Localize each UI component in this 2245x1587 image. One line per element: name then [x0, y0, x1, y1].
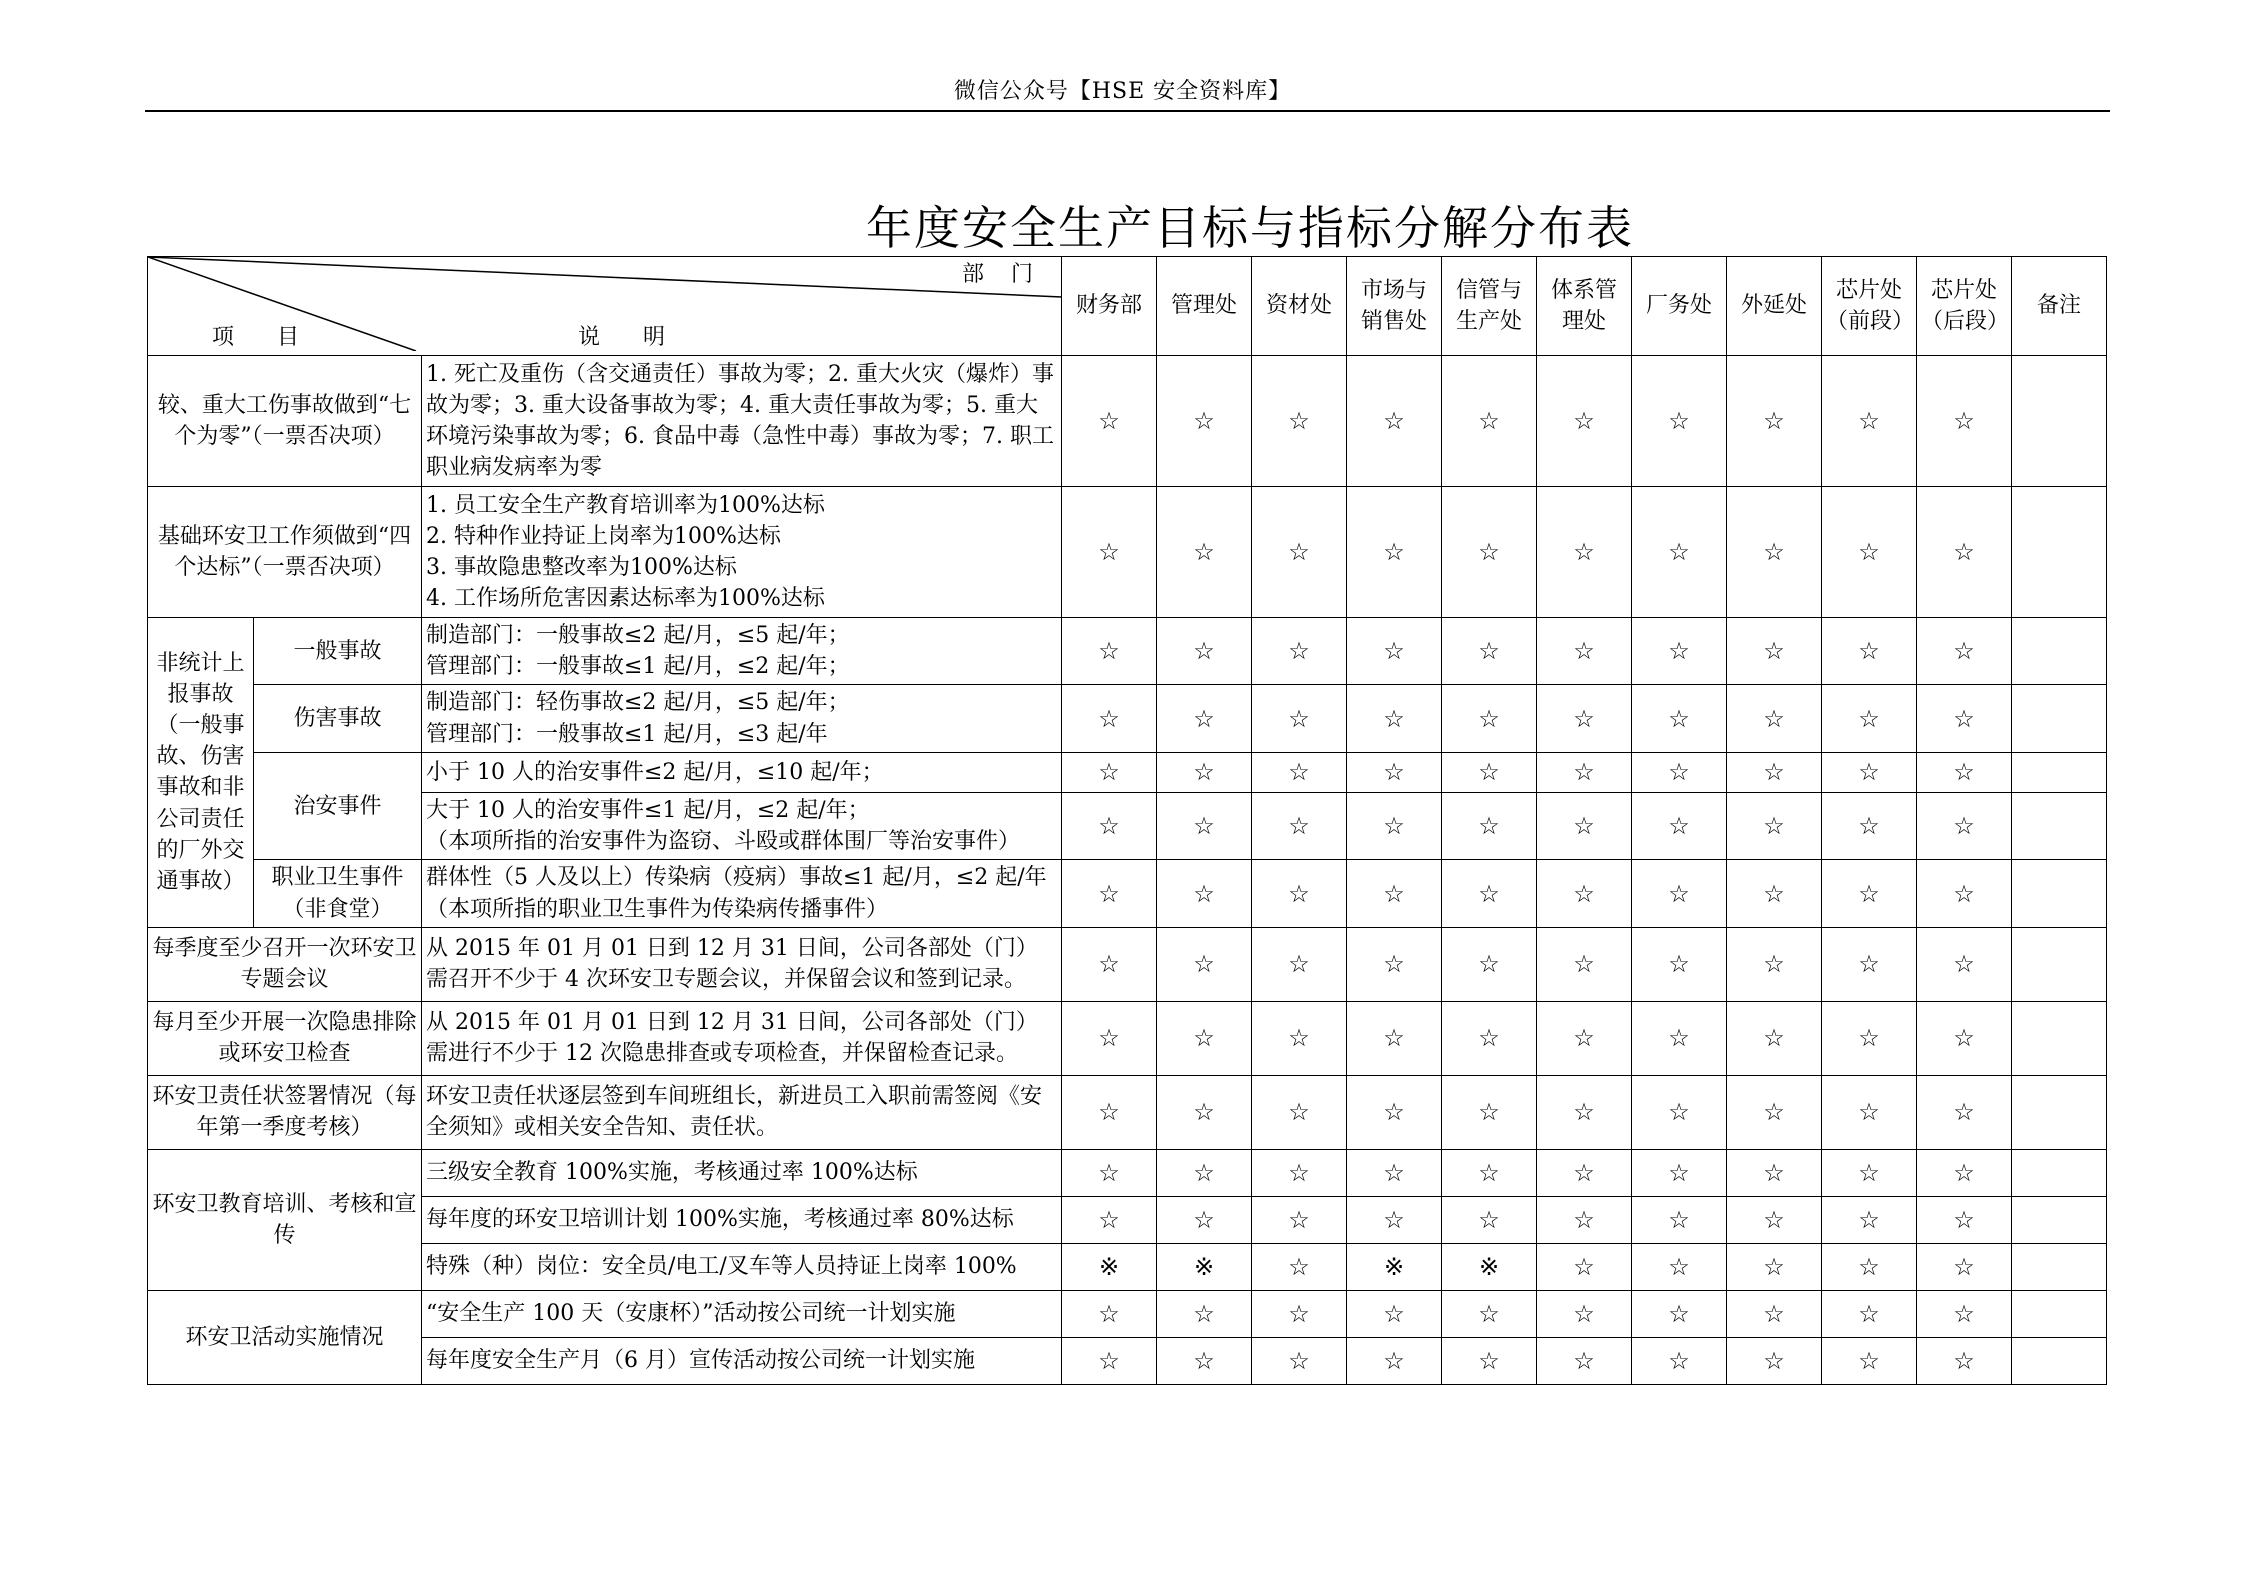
- dept-mark-cell: ☆: [1347, 487, 1442, 618]
- dept-mark-cell: ☆: [1537, 1196, 1632, 1243]
- dept-mark-cell: ☆: [1252, 860, 1347, 927]
- item-description: 小于 10 人的治安事件≤2 起/月，≤10 起/年；: [422, 752, 1062, 792]
- table-row: [148, 1196, 2107, 1243]
- dept-mark-cell: ☆: [1917, 1149, 2012, 1196]
- remark-cell: [2012, 792, 2107, 859]
- item-name: 环安卫责任状签署情况（每年第一季度考核）: [148, 1075, 422, 1149]
- corner-desc-label: 说 明: [578, 324, 683, 350]
- dept-mark-cell: ☆: [1917, 1196, 2012, 1243]
- dept-mark-cell: ☆: [1632, 356, 1727, 487]
- dept-mark-cell: ☆: [1442, 356, 1537, 487]
- remark-cell: [2012, 927, 2107, 1001]
- dept-mark-cell: ☆: [1917, 1001, 2012, 1075]
- dept-mark-cell: ☆: [1822, 1001, 1917, 1075]
- remark-cell: [2012, 356, 2107, 487]
- dept-mark-cell: ☆: [1442, 752, 1537, 792]
- table-row: [148, 487, 2107, 618]
- dept-mark-cell: ☆: [1062, 1196, 1157, 1243]
- item-description: [422, 792, 1062, 859]
- dept-mark-cell: ☆: [1347, 927, 1442, 1001]
- corner-item-label: 项 目: [212, 324, 317, 350]
- dept-mark-cell: ☆: [1537, 356, 1632, 487]
- dept-mark-cell: ☆: [1062, 1075, 1157, 1149]
- remark-cell: [2012, 1243, 2107, 1290]
- desc-line: 管理部门：一般事故≤1 起/月，≤3 起/年: [426, 721, 828, 747]
- dept-mark-cell: ☆: [1822, 1243, 1917, 1290]
- dept-mark-cell: ※: [1442, 1243, 1537, 1290]
- column-header: 芯片处（后段）: [1917, 257, 2012, 356]
- item-description: 群体性（5 人及以上）传染病（疫病）事故≤1 起/月，≤2 起/年（本项所指的职业卫生事件为传染病传播事件）: [422, 860, 1062, 927]
- dept-mark-cell: ☆: [1062, 356, 1157, 487]
- item-name: 每季度至少召开一次环安卫专题会议: [148, 927, 422, 1001]
- desc-line: 3. 事故隐患整改率为100%达标: [426, 555, 737, 580]
- dept-mark-cell: ☆: [1062, 860, 1157, 927]
- remark-cell: [2012, 752, 2107, 792]
- dept-mark-cell: ☆: [1632, 618, 1727, 685]
- dept-mark-cell: ☆: [1347, 618, 1442, 685]
- dept-mark-cell: ☆: [1157, 1075, 1252, 1149]
- dept-mark-cell: ☆: [1442, 487, 1537, 618]
- dept-mark-cell: ☆: [1442, 792, 1537, 859]
- dept-mark-cell: ☆: [1442, 1001, 1537, 1075]
- table-row: [148, 1290, 2107, 1337]
- dept-mark-cell: ☆: [1347, 685, 1442, 752]
- table-row: [148, 1149, 2107, 1196]
- table-header-row: [148, 257, 2107, 356]
- document-title: 年度安全生产目标与指标分解分布表: [866, 201, 1634, 255]
- dept-mark-cell: ☆: [1537, 1337, 1632, 1384]
- dept-mark-cell: ☆: [1917, 487, 2012, 618]
- corner-header-cell: [148, 257, 1062, 356]
- item-name: 非统计上报事故（一般事故、伤害事故和非公司责任的厂外交通事故）: [148, 618, 254, 928]
- desc-line: 1. 员工安全生产教育培训率为100%达标: [426, 492, 825, 518]
- dept-mark-cell: ☆: [1537, 487, 1632, 618]
- dept-mark-cell: ☆: [1632, 1337, 1727, 1384]
- dept-mark-cell: ☆: [1632, 1149, 1727, 1196]
- page-header-text: 微信公众号【HSE 安全资料库】: [953, 79, 1292, 104]
- dept-mark-cell: ☆: [1822, 356, 1917, 487]
- table-row: [148, 792, 2107, 859]
- column-header: 厂务处: [1632, 257, 1727, 356]
- dept-mark-cell: ☆: [1252, 1196, 1347, 1243]
- dept-mark-cell: ☆: [1442, 1290, 1537, 1337]
- dept-mark-cell: ☆: [1537, 1075, 1632, 1149]
- remark-cell: [2012, 685, 2107, 752]
- table-row: [148, 356, 2107, 487]
- item-description: [422, 618, 1062, 685]
- column-header: 资材处: [1252, 257, 1347, 356]
- item-description: 三级安全教育 100%实施，考核通过率 100%达标: [422, 1149, 1062, 1196]
- table-row: [148, 860, 2107, 927]
- column-header: 体系管理处: [1537, 257, 1632, 356]
- item-name: 较、重大工伤事故做到“七个为零”（一票否决项）: [148, 356, 422, 487]
- desc-line: 制造部门：一般事故≤2 起/月，≤5 起/年；: [426, 623, 850, 648]
- item-description: [422, 685, 1062, 752]
- item-name: 每月至少开展一次隐患排除或环安卫检查: [148, 1001, 422, 1075]
- dept-mark-cell: ☆: [1727, 1243, 1822, 1290]
- dept-mark-cell: ※: [1062, 1243, 1157, 1290]
- dept-mark-cell: ☆: [1157, 752, 1252, 792]
- dept-mark-cell: ☆: [1347, 1290, 1442, 1337]
- dept-mark-cell: ☆: [1727, 618, 1822, 685]
- dept-mark-cell: ☆: [1537, 860, 1632, 927]
- dept-mark-cell: ☆: [1632, 1196, 1727, 1243]
- dept-mark-cell: ☆: [1822, 792, 1917, 859]
- dept-mark-cell: ☆: [1252, 685, 1347, 752]
- dept-mark-cell: ☆: [1917, 1290, 2012, 1337]
- desc-line: 2. 特种作业持证上岗率为100%达标: [426, 523, 781, 549]
- dept-mark-cell: ☆: [1632, 487, 1727, 618]
- item-description: 每年度安全生产月（6 月）宣传活动按公司统一计划实施: [422, 1337, 1062, 1384]
- dept-mark-cell: ☆: [1252, 618, 1347, 685]
- dept-mark-cell: ☆: [1822, 1196, 1917, 1243]
- table-row: [148, 1337, 2107, 1384]
- item-description: 从 2015 年 01 月 01 日到 12 月 31 日间，公司各部处（门）需进行不少于 12 次隐患排查或专项检查，并保留检查记录。: [422, 1001, 1062, 1075]
- desc-line: 管理部门：一般事故≤1 起/月，≤2 起/年；: [426, 654, 850, 680]
- column-header: 备注: [2012, 257, 2107, 356]
- dept-mark-cell: ※: [1157, 1243, 1252, 1290]
- remark-cell: [2012, 1149, 2107, 1196]
- dept-mark-cell: ☆: [1252, 1001, 1347, 1075]
- dept-mark-cell: ☆: [1727, 927, 1822, 1001]
- dept-mark-cell: ☆: [1727, 752, 1822, 792]
- dept-mark-cell: ☆: [1062, 752, 1157, 792]
- dept-mark-cell: ☆: [1727, 356, 1822, 487]
- dept-mark-cell: ☆: [1632, 927, 1727, 1001]
- dept-mark-cell: ☆: [1157, 1337, 1252, 1384]
- dept-mark-cell: ☆: [1917, 1337, 2012, 1384]
- dept-mark-cell: ☆: [1917, 1243, 2012, 1290]
- column-header: 信管与生产处: [1442, 257, 1537, 356]
- dept-mark-cell: ☆: [1252, 1149, 1347, 1196]
- column-header: 外延处: [1727, 257, 1822, 356]
- dept-mark-cell: ☆: [1822, 1337, 1917, 1384]
- dept-mark-cell: ☆: [1917, 618, 2012, 685]
- dept-mark-cell: ☆: [1347, 860, 1442, 927]
- table-row: [148, 1243, 2107, 1290]
- remark-cell: [2012, 1075, 2107, 1149]
- dept-mark-cell: ☆: [1252, 792, 1347, 859]
- dept-mark-cell: ☆: [1822, 1075, 1917, 1149]
- dept-mark-cell: ☆: [1157, 1196, 1252, 1243]
- dept-mark-cell: ☆: [1727, 487, 1822, 618]
- dept-mark-cell: ☆: [1537, 685, 1632, 752]
- item-description: 环安卫责任状逐层签到车间班组长，新进员工入职前需签阅《安全须知》或相关安全告知、责任状。: [422, 1075, 1062, 1149]
- table-row: [148, 927, 2107, 1001]
- dept-mark-cell: ☆: [1632, 1290, 1727, 1337]
- dept-mark-cell: ☆: [1062, 1001, 1157, 1075]
- item-description: “安全生产 100 天（安康杯）”活动按公司统一计划实施: [422, 1290, 1062, 1337]
- dept-mark-cell: ☆: [1727, 1001, 1822, 1075]
- dept-mark-cell: ☆: [1442, 1337, 1537, 1384]
- item-description: 从 2015 年 01 月 01 日到 12 月 31 日间，公司各部处（门）需召开不少于 4 次环安卫专题会议，并保留会议和签到记录。: [422, 927, 1062, 1001]
- dept-mark-cell: ☆: [1537, 927, 1632, 1001]
- corner-dept-label: 部 门: [962, 262, 1043, 287]
- dept-mark-cell: ☆: [1822, 1149, 1917, 1196]
- dept-mark-cell: ☆: [1917, 356, 2012, 487]
- dept-mark-cell: ☆: [1062, 1337, 1157, 1384]
- dept-mark-cell: ☆: [1062, 792, 1157, 859]
- header-rule: [145, 110, 2110, 112]
- dept-mark-cell: ☆: [1347, 1196, 1442, 1243]
- dept-mark-cell: ☆: [1347, 1337, 1442, 1384]
- desc-line: 大于 10 人的治安事件≤1 起/月，≤2 起/年；: [426, 797, 870, 823]
- dept-mark-cell: ☆: [1062, 618, 1157, 685]
- dept-mark-cell: ☆: [1442, 860, 1537, 927]
- dept-mark-cell: ☆: [1537, 1149, 1632, 1196]
- dept-mark-cell: ☆: [1157, 356, 1252, 487]
- dept-mark-cell: ☆: [1822, 752, 1917, 792]
- dept-mark-cell: ☆: [1157, 487, 1252, 618]
- dept-mark-cell: ☆: [1347, 1075, 1442, 1149]
- dept-mark-cell: ☆: [1537, 792, 1632, 859]
- dept-mark-cell: ☆: [1347, 752, 1442, 792]
- dept-mark-cell: ☆: [1157, 927, 1252, 1001]
- item-description: 特殊（种）岗位：安全员/电工/叉车等人员持证上岗率 100%: [422, 1243, 1062, 1290]
- dept-mark-cell: ☆: [1727, 860, 1822, 927]
- dept-mark-cell: ☆: [1062, 1149, 1157, 1196]
- dept-mark-cell: ☆: [1917, 685, 2012, 752]
- dept-mark-cell: ☆: [1822, 927, 1917, 1001]
- item-name: 环安卫活动实施情况: [148, 1290, 422, 1384]
- dept-mark-cell: ☆: [1442, 1196, 1537, 1243]
- dept-mark-cell: ☆: [1347, 792, 1442, 859]
- dept-mark-cell: ☆: [1727, 1149, 1822, 1196]
- dept-mark-cell: ☆: [1822, 1290, 1917, 1337]
- item-description: 每年度的环安卫培训计划 100%实施，考核通过率 80%达标: [422, 1196, 1062, 1243]
- dept-mark-cell: ☆: [1442, 927, 1537, 1001]
- dept-mark-cell: ☆: [1062, 1290, 1157, 1337]
- sub-item-name: 职业卫生事件（非食堂）: [254, 860, 422, 927]
- dept-mark-cell: ☆: [1347, 356, 1442, 487]
- dept-mark-cell: ☆: [1917, 752, 2012, 792]
- dept-mark-cell: ☆: [1062, 685, 1157, 752]
- dept-mark-cell: ☆: [1157, 685, 1252, 752]
- dept-mark-cell: ☆: [1537, 618, 1632, 685]
- dept-mark-cell: ☆: [1822, 487, 1917, 618]
- dept-mark-cell: ☆: [1157, 1290, 1252, 1337]
- dept-mark-cell: ☆: [1727, 792, 1822, 859]
- item-description: [422, 487, 1062, 618]
- dept-mark-cell: ☆: [1727, 1075, 1822, 1149]
- remark-cell: [2012, 860, 2107, 927]
- dept-mark-cell: ☆: [1442, 1075, 1537, 1149]
- dept-mark-cell: ☆: [1157, 860, 1252, 927]
- dept-mark-cell: ☆: [1537, 1290, 1632, 1337]
- target-distribution-table: [147, 256, 2107, 1385]
- dept-mark-cell: ☆: [1157, 618, 1252, 685]
- dept-mark-cell: ☆: [1727, 685, 1822, 752]
- dept-mark-cell: ☆: [1157, 1149, 1252, 1196]
- table-row: [148, 1075, 2107, 1149]
- dept-mark-cell: ☆: [1252, 1290, 1347, 1337]
- column-header: 芯片处（前段）: [1822, 257, 1917, 356]
- remark-cell: [2012, 1337, 2107, 1384]
- item-name: 环安卫教育培训、考核和宣传: [148, 1149, 422, 1290]
- dept-mark-cell: ☆: [1727, 1290, 1822, 1337]
- remark-cell: [2012, 618, 2107, 685]
- dept-mark-cell: ☆: [1347, 1001, 1442, 1075]
- column-header: 财务部: [1062, 257, 1157, 356]
- dept-mark-cell: ☆: [1632, 792, 1727, 859]
- dept-mark-cell: ☆: [1252, 1243, 1347, 1290]
- dept-mark-cell: ☆: [1632, 1075, 1727, 1149]
- dept-mark-cell: ☆: [1632, 1001, 1727, 1075]
- dept-mark-cell: ☆: [1062, 487, 1157, 618]
- dept-mark-cell: ☆: [1537, 1001, 1632, 1075]
- dept-mark-cell: ☆: [1157, 1001, 1252, 1075]
- dept-mark-cell: ☆: [1632, 1243, 1727, 1290]
- table-row: [148, 685, 2107, 752]
- dept-mark-cell: ☆: [1727, 1196, 1822, 1243]
- desc-line: 4. 工作场所危害因素达标率为100%达标: [426, 586, 825, 612]
- dept-mark-cell: ☆: [1917, 927, 2012, 1001]
- dept-mark-cell: ☆: [1537, 752, 1632, 792]
- dept-mark-cell: ☆: [1632, 685, 1727, 752]
- dept-mark-cell: ☆: [1822, 618, 1917, 685]
- table-row: [148, 752, 2107, 792]
- dept-mark-cell: ☆: [1917, 792, 2012, 859]
- column-header: 市场与销售处: [1347, 257, 1442, 356]
- table-row: [148, 1001, 2107, 1075]
- remark-cell: [2012, 1196, 2107, 1243]
- column-header: 管理处: [1157, 257, 1252, 356]
- remark-cell: [2012, 1001, 2107, 1075]
- dept-mark-cell: ☆: [1252, 356, 1347, 487]
- dept-mark-cell: ☆: [1632, 752, 1727, 792]
- remark-cell: [2012, 487, 2107, 618]
- dept-mark-cell: ☆: [1632, 860, 1727, 927]
- dept-mark-cell: ☆: [1252, 927, 1347, 1001]
- dept-mark-cell: ☆: [1252, 752, 1347, 792]
- sub-item-name: 治安事件: [254, 752, 422, 859]
- table-row: [148, 618, 2107, 685]
- dept-mark-cell: ☆: [1347, 1149, 1442, 1196]
- dept-mark-cell: ☆: [1062, 927, 1157, 1001]
- dept-mark-cell: ☆: [1727, 1337, 1822, 1384]
- dept-mark-cell: ☆: [1917, 860, 2012, 927]
- sub-item-name: 伤害事故: [254, 685, 422, 752]
- dept-mark-cell: ☆: [1157, 792, 1252, 859]
- desc-line: 制造部门：轻伤事故≤2 起/月，≤5 起/年；: [426, 690, 850, 716]
- desc-line: （本项所指的治安事件为盗窃、斗殴或群体围厂等治安事件）: [426, 829, 1021, 855]
- dept-mark-cell: ☆: [1822, 860, 1917, 927]
- dept-mark-cell: ☆: [1252, 1075, 1347, 1149]
- dept-mark-cell: ☆: [1442, 685, 1537, 752]
- dept-mark-cell: ☆: [1252, 487, 1347, 618]
- dept-mark-cell: ※: [1347, 1243, 1442, 1290]
- dept-mark-cell: ☆: [1822, 685, 1917, 752]
- dept-mark-cell: ☆: [1442, 618, 1537, 685]
- dept-mark-cell: ☆: [1442, 1149, 1537, 1196]
- remark-cell: [2012, 1290, 2107, 1337]
- dept-mark-cell: ☆: [1537, 1243, 1632, 1290]
- dept-mark-cell: ☆: [1252, 1337, 1347, 1384]
- item-name: 基础环安卫工作须做到“四个达标”（一票否决项）: [148, 487, 422, 618]
- item-description: 1. 死亡及重伤（含交通责任）事故为零；2. 重大火灾（爆炸）事故为零；3. 重大设备事故为零；4. 重大责任事故为零；5. 重大环境污染事故为零；6. 食品中毒（急性中毒）事故为零；7. 职工职业病发病率为零: [422, 356, 1062, 487]
- dept-mark-cell: ☆: [1917, 1075, 2012, 1149]
- sub-item-name: 一般事故: [254, 618, 422, 685]
